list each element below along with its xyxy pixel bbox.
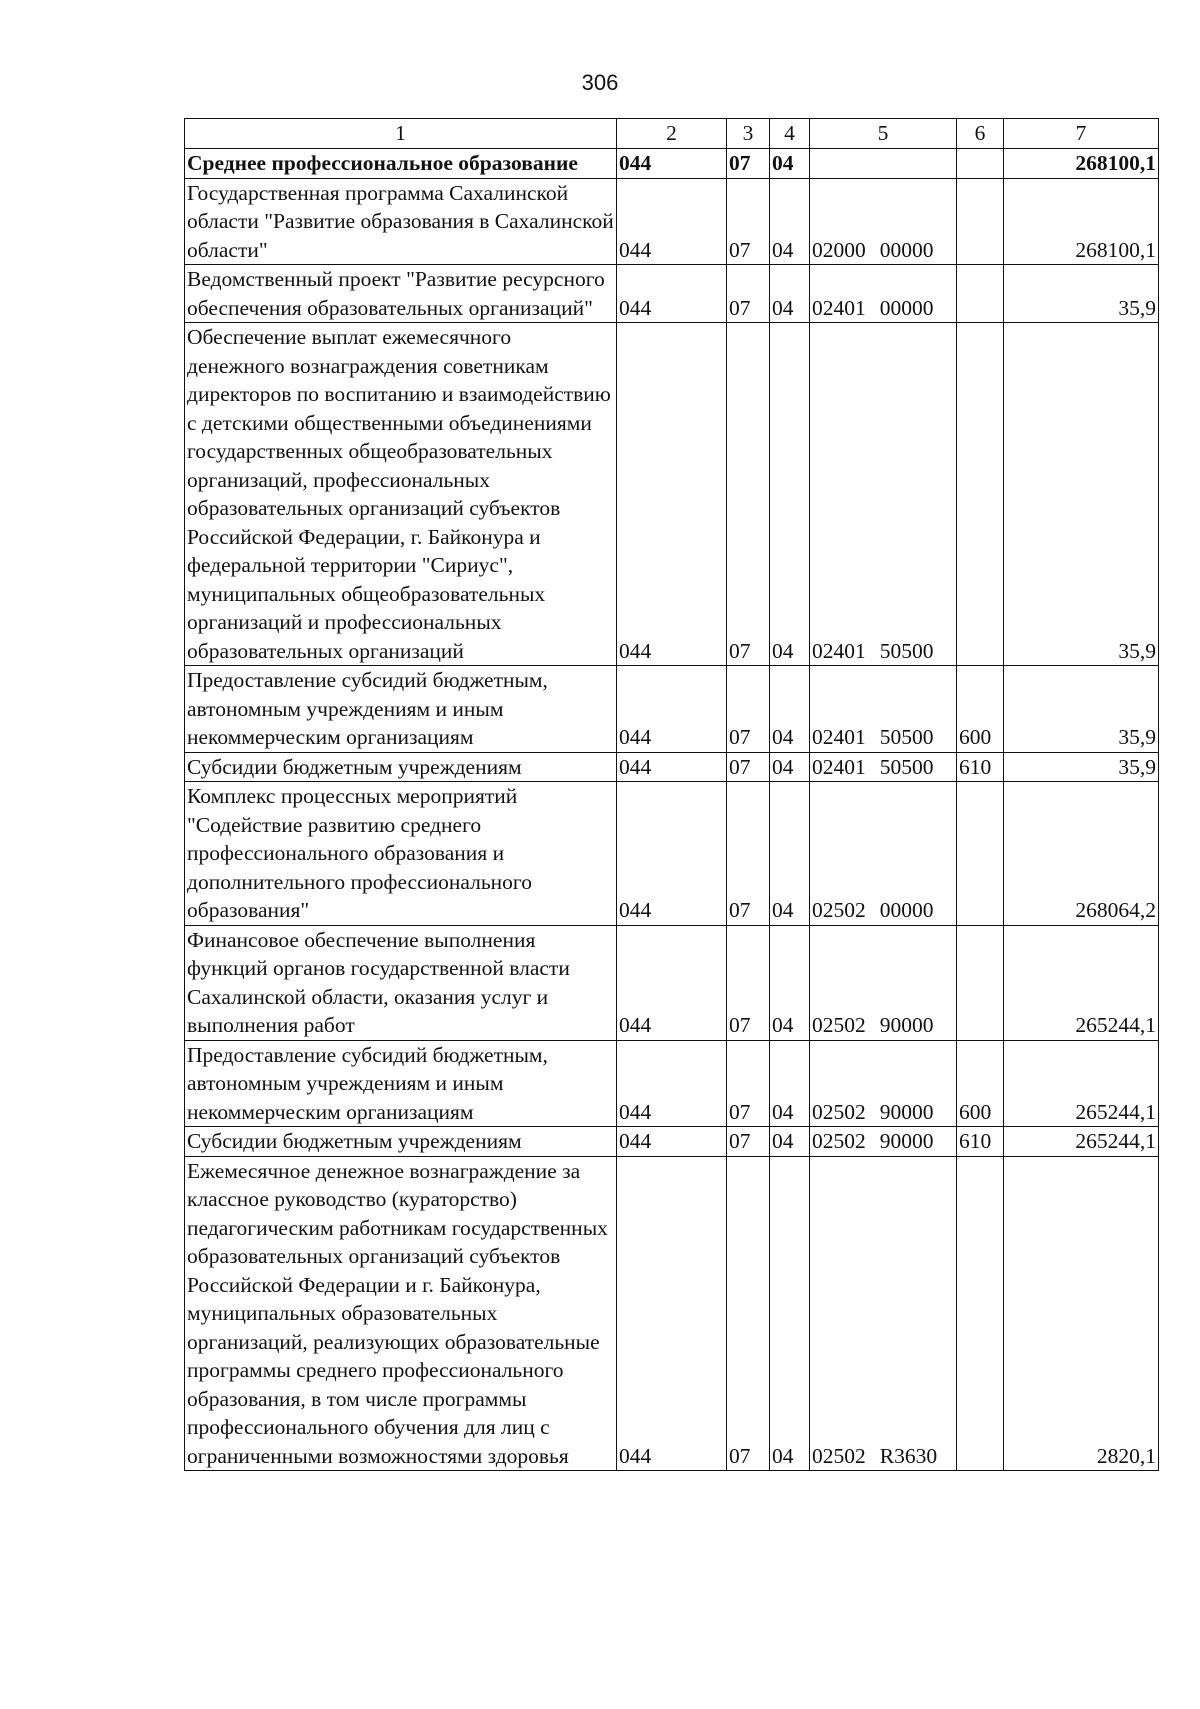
row-name: Предоставление субсидий бюджетным, автономным учреждениям и иным некоммерческим организациям xyxy=(185,666,617,753)
table-row xyxy=(185,323,1159,666)
target-code-direction: 50500 xyxy=(879,754,934,779)
row-subsection: 04 xyxy=(770,752,810,782)
row-subsection: 04 xyxy=(770,1127,810,1157)
row-subsection: 04 xyxy=(770,178,810,265)
row-name: Ежемесячное денежное вознаграждение за классное руководство (кураторство) педагогическим работникам государственных образовательных организаций субъектов Российской Федерации и г. Байконура, муниципальных образовательных организаций, реализующих образовательные программы среднего профессионального образования, в том числе программы профессионального обучения для лиц с ограниченными возможностями здоровья xyxy=(185,1156,617,1471)
target-code-direction: 50500 xyxy=(879,725,934,749)
column-number: 2 xyxy=(617,119,727,149)
row-admin-code: 044 xyxy=(617,178,727,265)
table-row xyxy=(185,149,1159,179)
row-sum: 35,9 xyxy=(1004,323,1159,666)
target-code-direction: 90000 xyxy=(879,1099,934,1124)
row-section: 07 xyxy=(727,149,770,179)
budget-table xyxy=(184,118,1159,1471)
row-admin-code: 044 xyxy=(617,1156,727,1471)
row-expense-type: 600 xyxy=(957,666,1004,753)
row-target-code xyxy=(810,149,957,179)
row-subsection: 04 xyxy=(770,1156,810,1471)
row-target-code xyxy=(810,666,957,753)
row-subsection: 04 xyxy=(770,925,810,1040)
row-expense-type xyxy=(957,178,1004,265)
row-name: Обеспечение выплат ежемесячного денежного вознаграждения советникам директоров по воспитанию и взаимодействию с детскими общественными объединениями государственных общеобразовательных организаций, профессиональных образовательных организаций субъектов Российской Федерации, г. Байконура и федеральной территории "Сириус", муниципальных общеобразовательных организаций и профессиональных образовательных организаций xyxy=(185,323,617,666)
row-subsection: 04 xyxy=(770,666,810,753)
row-name: Субсидии бюджетным учреждениям xyxy=(185,752,617,782)
row-section: 07 xyxy=(727,925,770,1040)
row-admin-code: 044 xyxy=(617,265,727,323)
row-section: 07 xyxy=(727,265,770,323)
row-target-code xyxy=(810,323,957,666)
table-row xyxy=(185,178,1159,265)
row-section: 07 xyxy=(727,752,770,782)
column-number: 4 xyxy=(770,119,810,149)
row-sum: 268100,1 xyxy=(1004,149,1159,179)
table-row xyxy=(185,782,1159,926)
row-target-code xyxy=(810,782,957,926)
target-code-program: 02401 xyxy=(812,295,866,320)
target-code-direction: 50500 xyxy=(879,638,934,663)
row-admin-code: 044 xyxy=(617,1040,727,1127)
row-admin-code: 044 xyxy=(617,149,727,179)
table-row xyxy=(185,1040,1159,1127)
target-code-program: 02401 xyxy=(812,638,866,663)
target-code-program: 02401 xyxy=(812,754,866,779)
row-sum: 2820,1 xyxy=(1004,1156,1159,1471)
page-number: 306 xyxy=(581,70,619,95)
row-section: 07 xyxy=(727,178,770,265)
row-name: Государственная программа Сахалинской области "Развитие образования в Сахалинской области" xyxy=(185,178,617,265)
row-expense-type xyxy=(957,323,1004,666)
target-code-direction: 90000 xyxy=(879,1129,934,1153)
row-sum: 35,9 xyxy=(1004,666,1159,753)
column-number: 7 xyxy=(1004,119,1159,149)
row-sum: 35,9 xyxy=(1004,752,1159,782)
row-target-code xyxy=(810,1040,957,1127)
row-expense-type: 610 xyxy=(957,1127,1004,1157)
row-sum: 268100,1 xyxy=(1004,178,1159,265)
table-row xyxy=(185,925,1159,1040)
row-section: 07 xyxy=(727,323,770,666)
row-admin-code: 044 xyxy=(617,752,727,782)
row-expense-type xyxy=(957,782,1004,926)
row-section: 07 xyxy=(727,666,770,753)
row-admin-code: 044 xyxy=(617,666,727,753)
row-target-code xyxy=(810,1156,957,1471)
target-code-program: 02401 xyxy=(812,725,866,749)
row-name: Предоставление субсидий бюджетным, автономным учреждениям и иным некоммерческим организациям xyxy=(185,1040,617,1127)
target-code-direction: 90000 xyxy=(879,1013,934,1037)
column-number: 1 xyxy=(185,119,617,149)
column-number: 3 xyxy=(727,119,770,149)
target-code-program: 02502 xyxy=(812,1443,866,1468)
row-sum: 268064,2 xyxy=(1004,782,1159,926)
row-subsection: 04 xyxy=(770,1040,810,1127)
target-code-program: 02000 xyxy=(812,237,866,262)
target-code-direction: 00000 xyxy=(879,295,934,320)
row-admin-code: 044 xyxy=(617,925,727,1040)
row-expense-type xyxy=(957,1156,1004,1471)
row-expense-type xyxy=(957,149,1004,179)
table-row xyxy=(185,265,1159,323)
column-number: 6 xyxy=(957,119,1004,149)
target-code-program: 02502 xyxy=(812,1129,866,1153)
row-section: 07 xyxy=(727,782,770,926)
row-sum: 265244,1 xyxy=(1004,925,1159,1040)
row-section: 07 xyxy=(727,1127,770,1157)
row-sum: 265244,1 xyxy=(1004,1040,1159,1127)
row-expense-type: 600 xyxy=(957,1040,1004,1127)
row-section: 07 xyxy=(727,1040,770,1127)
row-section: 07 xyxy=(727,1156,770,1471)
target-code-direction: 00000 xyxy=(879,237,934,262)
row-admin-code: 044 xyxy=(617,1127,727,1157)
table-row xyxy=(185,666,1159,753)
target-code-program: 02502 xyxy=(812,898,866,922)
row-name: Субсидии бюджетным учреждениям xyxy=(185,1127,617,1157)
row-name: Ведомственный проект "Развитие ресурсного обеспечения образовательных организаций" xyxy=(185,265,617,323)
table-row xyxy=(185,752,1159,782)
row-subsection: 04 xyxy=(770,323,810,666)
target-code-direction: R3630 xyxy=(879,1443,938,1468)
row-subsection: 04 xyxy=(770,265,810,323)
row-target-code xyxy=(810,1127,957,1157)
row-target-code xyxy=(810,178,957,265)
target-code-program: 02502 xyxy=(812,1099,866,1124)
row-sum: 35,9 xyxy=(1004,265,1159,323)
target-code-program: 02502 xyxy=(812,1013,866,1037)
row-target-code xyxy=(810,925,957,1040)
row-subsection: 04 xyxy=(770,149,810,179)
table-row xyxy=(185,1127,1159,1157)
row-sum: 265244,1 xyxy=(1004,1127,1159,1157)
row-name: Комплекс процессных мероприятий "Содействие развитию среднего профессионального образования и дополнительного профессионального образования" xyxy=(185,782,617,926)
row-target-code xyxy=(810,265,957,323)
row-name: Среднее профессиональное образование xyxy=(185,149,617,179)
row-expense-type: 610 xyxy=(957,752,1004,782)
row-name: Финансовое обеспечение выполнения функций органов государственной власти Сахалинской области, оказания услуг и выполнения работ xyxy=(185,925,617,1040)
row-target-code xyxy=(810,752,957,782)
row-admin-code: 044 xyxy=(617,323,727,666)
target-code-direction: 00000 xyxy=(879,898,934,922)
column-number-row xyxy=(185,119,1159,149)
table-row xyxy=(185,1156,1159,1471)
row-expense-type xyxy=(957,925,1004,1040)
column-number: 5 xyxy=(810,119,957,149)
row-admin-code: 044 xyxy=(617,782,727,926)
row-subsection: 04 xyxy=(770,782,810,926)
row-expense-type xyxy=(957,265,1004,323)
